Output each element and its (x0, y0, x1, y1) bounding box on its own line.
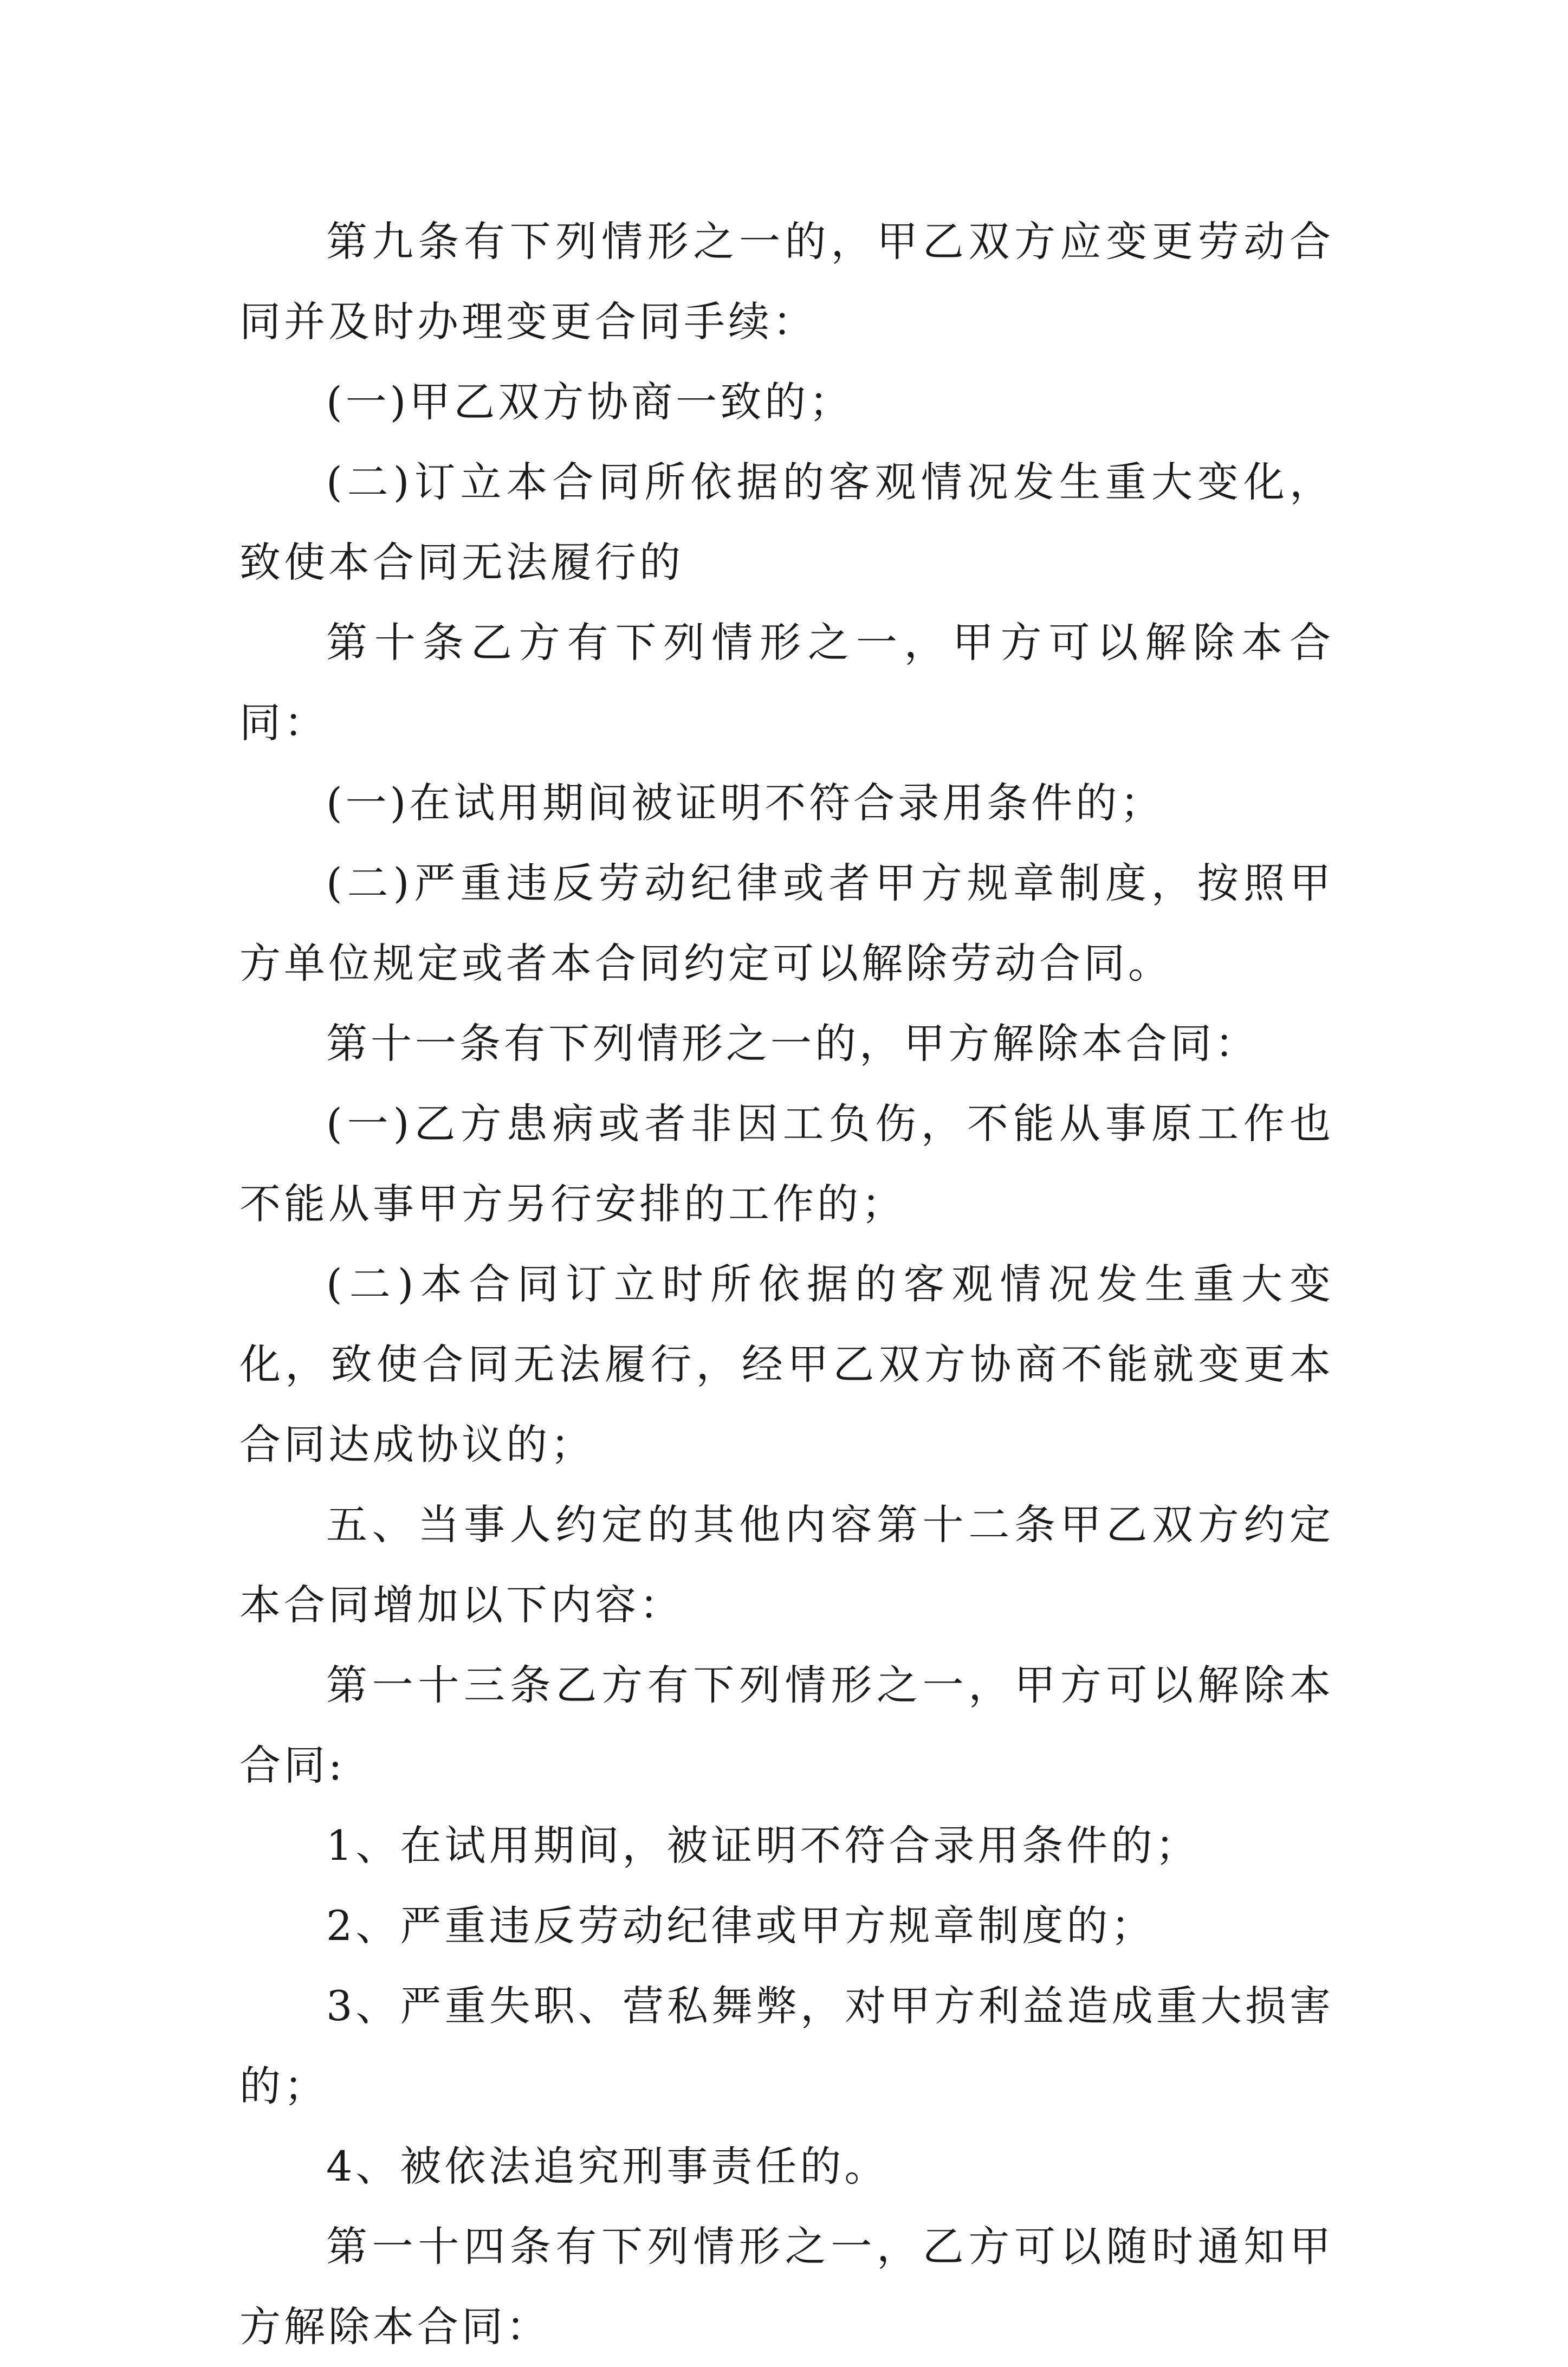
paragraph-article-13-item-1: 1、在试用期间，被证明不符合录用条件的； (326, 1821, 1200, 1870)
paragraph-article-10: 第十条乙方有下列情形之一，甲方可以解除本合同： (239, 618, 1334, 747)
paragraph-section-5-article-12: 五、当事人约定的其他内容第十二条甲乙双方约定本合同增加以下内容： (239, 1501, 1334, 1629)
paragraph-article-9-item-1: (一)甲乙双方协商一致的； (326, 378, 854, 426)
paragraph-article-13: 第一十三条乙方有下列情形之一，甲方可以解除本合同: (239, 1661, 1334, 1789)
paragraph-article-13-item-4: 4、被依法追究刑事责任的。 (326, 2142, 889, 2190)
document-body (239, 202, 1334, 2367)
paragraph-article-11-item-1: (一)乙方患病或者非因工负伤，不能从事原工作也不能从事甲方另行安排的工作的； (239, 1100, 1334, 1228)
paragraph-article-14: 第一十四条有下列情形之一，乙方可以随时通知甲方解除本合同： (239, 2222, 1334, 2351)
paragraph-article-9: 第九条有下列情形之一的，甲乙双方应变更劳动合同并及时办理变更合同手续： (239, 217, 1334, 346)
paragraph-article-11: 第十一条有下列情形之一的，甲方解除本合同： (326, 1019, 1259, 1068)
paragraph-article-10-item-2: (二)严重违反劳动纪律或者甲方规章制度，按照甲方单位规定或者本合同约定可以解除劳动合同。 (239, 859, 1334, 987)
paragraph-article-11-item-2: (二)本合同订立时所依据的客观情况发生重大变化，致使合同无法履行，经甲乙双方协商不能就变更本合同达成协议的； (239, 1260, 1334, 1469)
paragraph-article-13-item-3: 3、严重失职、营私舞弊，对甲方利益造成重大损害的； (239, 1982, 1334, 2110)
paragraph-article-13-item-2: 2、严重违反劳动纪律或甲方规章制度的； (326, 1902, 1156, 1950)
paragraph-article-9-item-2: (二)订立本合同所依据的客观情况发生重大变化，致使本合同无法履行的 (239, 458, 1334, 586)
paragraph-article-10-item-1: (一)在试用期间被证明不符合录用条件的； (326, 779, 1165, 827)
